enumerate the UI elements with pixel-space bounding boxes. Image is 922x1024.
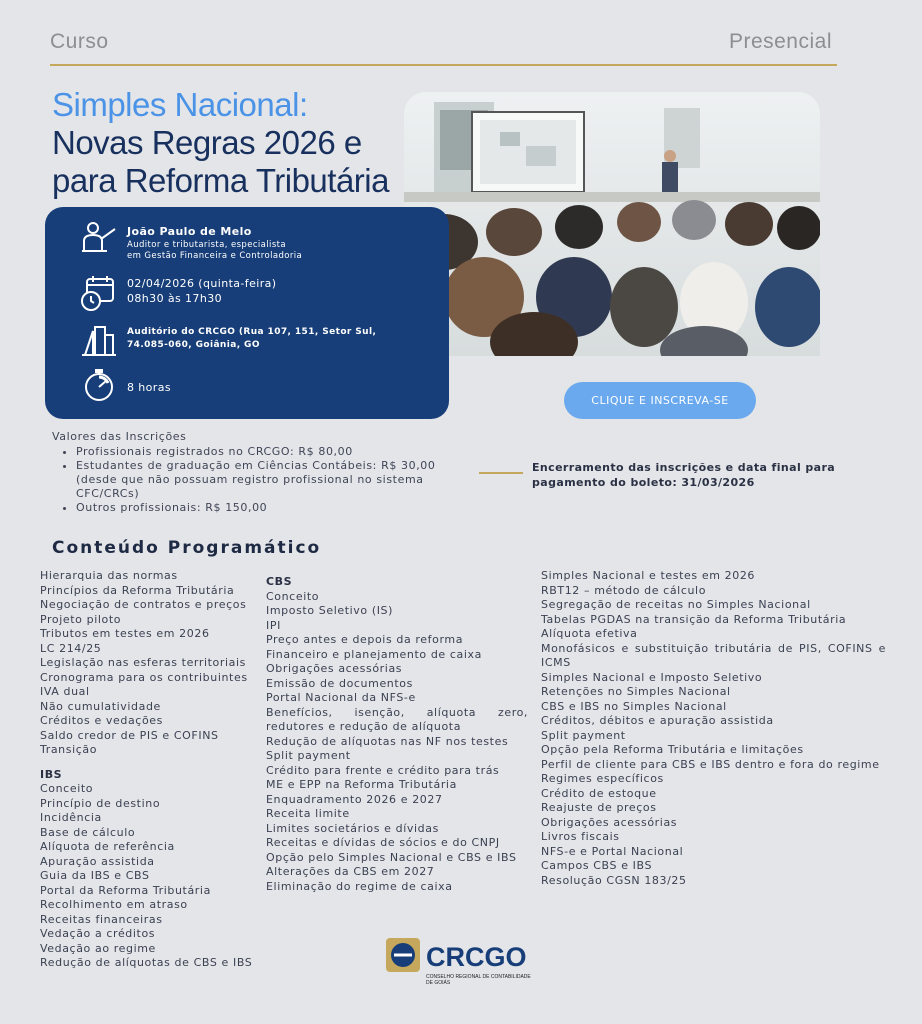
program-item: IPI	[266, 618, 281, 632]
title-line-1: Simples Nacional:	[52, 86, 308, 123]
speaker-role-line-1: Auditor e tributarista, especialista	[127, 240, 286, 250]
program-item: CBS e IBS no Simples Nacional	[541, 699, 727, 713]
program-item: Perfil de cliente para CBS e IBS dentro e fora do regime	[541, 757, 880, 771]
program-column-1	[40, 569, 265, 971]
program-item: Split payment	[266, 749, 351, 762]
program-item: Cronograma para os contribuintes	[40, 670, 248, 684]
program-item: IVA dual	[40, 685, 90, 698]
program-item: Financeiro e planejamento de caixa	[266, 647, 482, 661]
program-item: Reajuste de preços	[541, 801, 657, 814]
program-item: Receitas financeiras	[40, 912, 163, 926]
program-item: Simples Nacional e testes em 2026	[541, 569, 756, 582]
course-type-label: Curso	[50, 30, 109, 53]
program-item: Imposto Seletivo (IS)	[266, 604, 394, 617]
registration-deadline: Encerramento das inscrições e data final para pagamento do boleto: 31/03/2026	[532, 461, 836, 489]
program-item: Opção pela Reforma Tributária e limitações	[541, 743, 804, 756]
program-item: Preço antes e depois da reforma	[266, 633, 464, 646]
program-item: Redução de alíquotas nas NF nos testes	[266, 734, 509, 748]
program-item: Vedação a créditos	[40, 927, 156, 940]
program-item: Projeto piloto	[40, 612, 122, 626]
program-item: Obrigações acessórias	[541, 815, 678, 829]
teacher-icon	[79, 219, 119, 259]
speaker-role-line-2: em Gestão Financeira e Controladoria	[127, 251, 303, 261]
event-info-card	[45, 207, 449, 419]
program-item: Obrigações acessórias	[266, 662, 403, 675]
program-item: Recolhimento em atraso	[40, 898, 188, 911]
venue-line-2: 74.085-060, Goiânia, GO	[127, 340, 260, 350]
program-item: Tabelas PGDAS na transição da Reforma Tributária	[541, 612, 847, 626]
crcgo-logo	[384, 936, 544, 988]
logo-subtitle-1: CONSELHO REGIONAL DE CONTABILIDADE	[426, 974, 531, 980]
program-heading: Conteúdo Programático	[52, 538, 322, 558]
price-item: • Estudantes de graduação em Ciências Contábeis: R$ 30,00 (desde que não possuam registro profissional no sistema CFC/CRCs)	[76, 459, 472, 501]
registration-prices	[52, 430, 472, 515]
program-item: Créditos e vedações	[40, 714, 163, 727]
prices-heading: Valores das Inscrições	[52, 430, 187, 443]
speaker-role	[127, 240, 302, 262]
program-item: Simples Nacional e Imposto Seletivo	[541, 670, 763, 684]
price-item: • Outros profissionais: R$ 150,00	[76, 501, 472, 515]
event-time: 08h30 às 17h30	[127, 292, 222, 305]
title-line-2: Novas Regras 2026 e	[52, 124, 362, 161]
program-item: Hierarquia das normas	[40, 569, 178, 582]
program-item: Alterações da CBS em 2027	[266, 865, 435, 878]
program-item: Transição	[40, 743, 98, 756]
program-item: Princípio de destino	[40, 796, 161, 810]
program-item: Campos CBS e IBS	[541, 859, 653, 872]
program-item: Eliminação do regime de caixa	[266, 879, 453, 893]
program-item: Enquadramento 2026 e 2027	[266, 792, 443, 806]
title-line-3: para Reforma Tributária	[52, 162, 389, 199]
auditorium-photo	[404, 92, 820, 356]
program-item: Redução de alíquotas de CBS e IBS	[40, 956, 253, 969]
building-icon	[79, 321, 119, 361]
program-item: Vedação ao regime	[40, 941, 156, 955]
event-duration: 8 horas	[127, 381, 171, 394]
venue-line-1: Auditório do CRCGO (Rua 107, 151, Setor Sul,	[127, 327, 377, 337]
program-item: Crédito para frente e crédito para trás	[266, 763, 500, 777]
program-item: Créditos, débitos e apuração assistida	[541, 714, 774, 727]
program-item: LC 214/25	[40, 641, 102, 655]
stopwatch-icon	[79, 365, 119, 405]
course-mode-label: Presencial	[728, 30, 832, 53]
program-item: Portal da Reforma Tributária	[40, 883, 211, 897]
program-item: Conceito	[266, 589, 320, 603]
program-column-3	[541, 569, 886, 888]
program-item: Guia da IBS e CBS	[40, 869, 150, 882]
program-item: Portal Nacional da NFS-e	[266, 691, 416, 704]
program-item: Benefícios, isenção, alíquota zero, redutores e redução de alíquota	[266, 705, 528, 733]
program-item: Livros fiscais	[541, 830, 620, 843]
program-item: Emissão de documentos	[266, 676, 413, 690]
program-item: Regimes específicos	[541, 772, 664, 785]
program-item: Crédito de estoque	[541, 786, 657, 800]
header-divider	[50, 64, 837, 66]
program-item: Receitas e dívidas de sócios e do CNPJ	[266, 836, 500, 849]
program-item: Alíquota de referência	[40, 840, 175, 853]
program-item: Incidência	[40, 811, 102, 824]
program-item: ME e EPP na Reforma Tributária	[266, 778, 457, 791]
program-item: Alíquota efetiva	[541, 627, 638, 640]
course-title	[52, 86, 389, 200]
program-item: Resolução CGSN 183/25	[541, 873, 687, 887]
program-item: Saldo credor de PIS e COFINS	[40, 728, 219, 742]
event-date-time	[127, 276, 276, 306]
register-button[interactable]: CLIQUE E INSCREVA-SE	[564, 382, 756, 419]
program-item: Monofásicos e substituição tributária de PIS, COFINS e ICMS	[541, 641, 886, 669]
program-item: Não cumulatividade	[40, 699, 161, 713]
program-subheading: CBS	[266, 575, 293, 588]
program-item: Base de cálculo	[40, 825, 136, 839]
event-date: 02/04/2026 (quinta-feira)	[127, 277, 277, 290]
program-item: Limites societários e dívidas	[266, 821, 439, 835]
program-item: Retenções no Simples Nacional	[541, 685, 731, 698]
program-item: Princípios da Reforma Tributária	[40, 583, 235, 597]
program-item: Apuração assistida	[40, 854, 155, 868]
program-column-2	[266, 575, 528, 894]
spacer	[40, 758, 265, 768]
logo-wordmark: CRCGO	[426, 942, 527, 972]
program-subheading: IBS	[40, 767, 63, 781]
program-item: Conceito	[40, 782, 94, 795]
program-item: Receita limite	[266, 807, 350, 820]
calendar-clock-icon	[79, 273, 119, 313]
event-venue	[127, 326, 376, 352]
program-item: RBT12 – método de cálculo	[541, 583, 707, 597]
program-item: Tributos em testes em 2026	[40, 627, 210, 640]
program-item: Negociação de contratos e preços	[40, 598, 247, 611]
program-item: Legislação nas esferas territoriais	[40, 656, 246, 669]
deadline-divider	[479, 472, 523, 474]
speaker-name: João Paulo de Melo	[127, 225, 252, 238]
program-item: Segregação de receitas no Simples Nacional	[541, 598, 811, 611]
logo-subtitle-2: DE GOIÁS	[426, 980, 451, 986]
program-item: Split payment	[541, 728, 626, 742]
program-item: Opção pelo Simples Nacional e CBS e IBS	[266, 850, 517, 864]
program-item: NFS-e e Portal Nacional	[541, 844, 684, 858]
price-item: • Profissionais registrados no CRCGO: R$ 80,00	[76, 445, 472, 459]
